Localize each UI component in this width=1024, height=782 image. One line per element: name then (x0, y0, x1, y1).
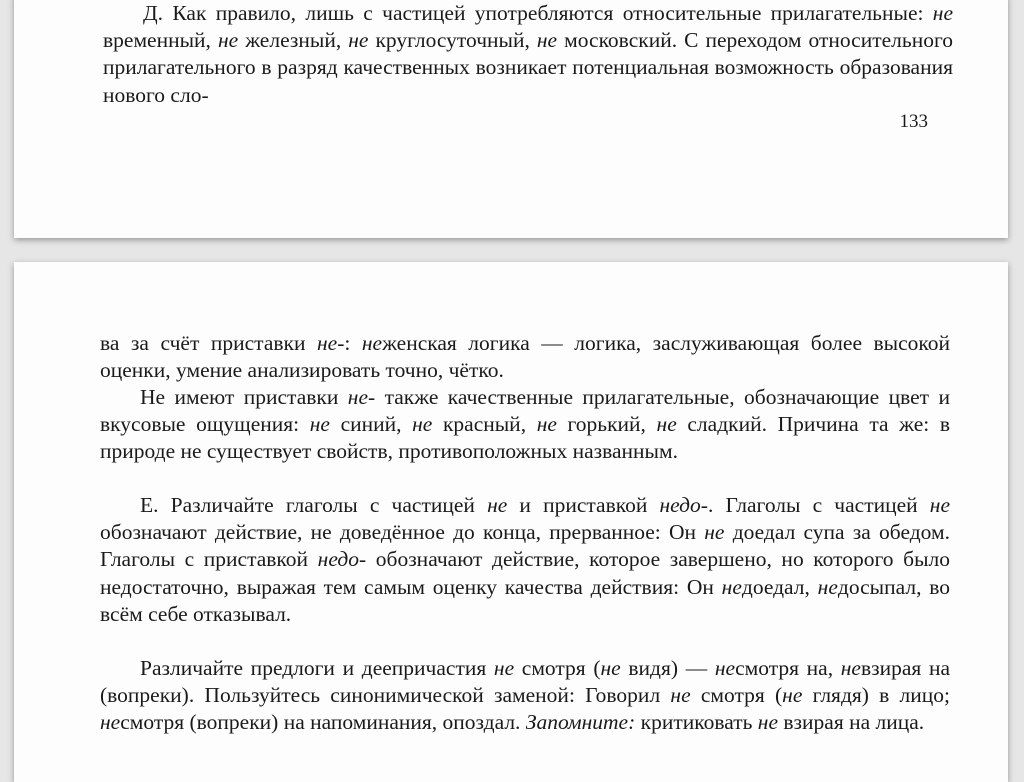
text-run: глядя) в лицо; (802, 683, 951, 708)
book-page-top (14, 0, 1008, 238)
text-run: красный, (432, 412, 537, 437)
text-run: смотря ( (514, 656, 601, 680)
text-run: также качественные прилагательные, обозначающие цвет и вкусовые ощущения: (100, 385, 950, 437)
text-run: : (344, 331, 362, 355)
paragraph-d (103, 0, 953, 109)
italic-text-run: не (840, 656, 861, 680)
italic-text-run: не (714, 656, 736, 680)
text-run: взирая на лица. (778, 710, 925, 735)
text-run: смотря на, (735, 656, 841, 680)
paragraph-e-verbs (100, 492, 950, 628)
italic-text-run: не (536, 412, 557, 437)
text-run: смотря ( (690, 683, 783, 708)
text-run: синий, (329, 412, 413, 437)
italic-text-run: не (656, 412, 677, 437)
italic-text-run: не (600, 656, 621, 680)
italic-text-run: не (348, 28, 369, 53)
italic-text-run: не (817, 574, 838, 599)
text-run: видя) — (620, 656, 715, 680)
text-run: досыпал, во всём себе отказывал. (100, 574, 950, 626)
text-run: женская логика — логика, заслуживающая более высокой оценки, умение анализировать точно, чётко. (100, 331, 950, 383)
text-run: доедал супа за обедом. Глаголы с приставкой (100, 520, 950, 572)
italic-text-run: не (412, 412, 433, 437)
italic-text-run: недо- (317, 547, 367, 572)
book-page-bottom (14, 262, 1008, 782)
text-run: ва за счёт приставки (100, 331, 317, 355)
italic-text-run: не (704, 520, 725, 545)
text-run: обозначают действие, не доведённое до конца, прерванное: Он (100, 520, 705, 545)
text-run: временный, (103, 28, 218, 53)
italic-text-run: не- (347, 385, 376, 409)
text-run: железный, (238, 28, 349, 53)
italic-text-run: не (100, 710, 121, 735)
italic-text-run: не (670, 683, 691, 708)
page-number: 133 (899, 111, 928, 132)
italic-text-run: не (721, 574, 742, 599)
italic-text-run: не (929, 493, 951, 517)
text-run: Различайте предлоги и деепричастия (140, 656, 494, 680)
text-run: обозначают действие, которое завершено, но которого было недостаточно, выражая тем самым оценку качества действия: Он (100, 547, 950, 599)
paragraph-continuation (100, 330, 950, 384)
italic-text-run: не- (316, 331, 345, 355)
italic-text-run: не (932, 1, 953, 25)
text-run: Е. Различайте глаголы с частицей (140, 493, 488, 517)
text-run: круглосуточный, (368, 28, 537, 53)
text-run: горький, (556, 412, 657, 437)
italic-text-run: не (536, 28, 558, 53)
paragraph-color-taste (100, 384, 950, 466)
text-run: Д. Как правило, лишь с частицей употребляются относительные прилагательные: (143, 1, 933, 25)
italic-text-run: не (782, 683, 803, 708)
text-run: . Глаголы с частицей (707, 493, 930, 517)
text-run: смотря (вопреки) на напоминания, опоздал. (120, 710, 526, 735)
text-run: доедал, (741, 574, 818, 599)
paragraph-prepositions (100, 655, 950, 737)
text-run: и приставкой (507, 493, 660, 517)
italic-text-run: не (487, 493, 508, 517)
text-run: Не имеют приставки (140, 385, 348, 409)
text-run: московский. С переходом относительного прилагательного в разряд качественных возникает потенциальная возможность образования нового сло- (103, 28, 953, 107)
text-run: сладкий. Причина та же: в природе не существует свойств, противоположных названным. (100, 412, 950, 464)
italic-text-run: не (757, 710, 778, 735)
italic-text-run: не (493, 656, 515, 680)
text-run: взирая на (вопреки). Пользуйтесь синонимической заменой: Говорил (100, 656, 950, 708)
italic-text-run: недо- (659, 493, 708, 517)
italic-text-run: не (309, 412, 330, 437)
italic-text-run: Запомните: (525, 710, 636, 735)
italic-text-run: не (217, 28, 239, 53)
text-run: критиковать (635, 710, 758, 735)
italic-text-run: не (361, 331, 383, 355)
